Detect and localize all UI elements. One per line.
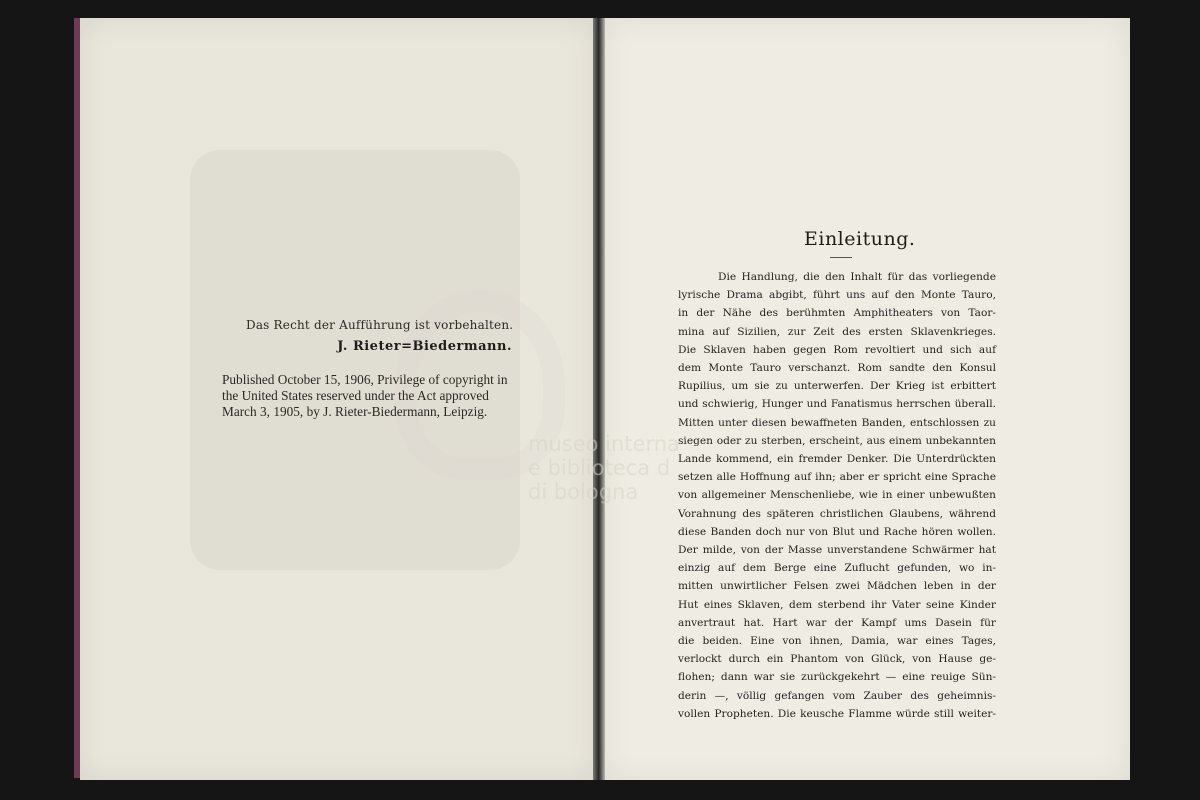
text-line: flohen; dann war sie zurückgekehrt — eine reuige Sün- [678,671,996,684]
text-line: einzig auf dem Berge eine Zuflucht gefunden, wo in- [678,562,996,575]
text-line: mitten unwirtlicher Felsen zwei Mädchen leben in der [678,580,996,593]
text-line: und schwierig, Hunger und Fanatismus herrschen überall. [678,398,996,411]
watermark-line: museo interna [528,432,680,456]
text-line: vollen Propheten. Die keusche Flamme würde still weiter- [678,707,996,720]
text-line: Mitten unter diesen bewaffneten Banden, entschlossen zu [678,416,996,429]
copyright-notice [222,372,512,420]
text-line: Lande kommend, ein fremder Denker. Die Unterdrückten [678,453,996,466]
book-gutter [593,18,605,780]
text-line: Der milde, von der Masse unverstandene Schwärmer hat [678,544,996,557]
text-line: Die Sklaven haben gegen Rom revoltiert und sich auf [678,343,996,356]
text-line: Hut eines Sklaven, dem sterbend ihr Vater seine Kinder [678,598,996,611]
copyright-line: Published October 15, 1906, Privilege of copyright in [222,372,508,387]
text-line: von allgemeiner Menschenliebe, wie in einer unbewußten [678,489,996,502]
text-line: verlockt durch ein Phantom von Glück, von Hause ge- [678,653,996,666]
text-line: Vorahnung des späteren christlichen Glaubens, während [678,507,996,520]
text-line: derin —, völlig gefangen vom Zauber des geheimnis- [678,689,996,702]
watermark-line: di bologna [528,480,639,504]
text-line: Rupilius, um sie zu unterwerfen. Der Krieg ist erbittert [678,380,996,393]
copyright-line: the United States reserved under the Act approved [222,388,489,403]
publisher-name: J. Rieter=Biedermann. [337,339,512,354]
text-line: lyrische Drama abgibt, führt uns auf den Monte Tauro, [678,289,996,302]
performance-rights-notice: Das Recht der Aufführung ist vorbehalten. [246,318,514,332]
text-line: dem Monte Tauro verschanzt. Rom sandte den Konsul [678,362,996,375]
text-line: setzen alle Hoffnung auf ihn; aber er spricht eine Sprache [678,471,996,484]
section-heading: Einleitung. [804,228,916,250]
introduction-text [678,268,996,723]
copyright-line: March 3, 1905, by J. Rieter-Biedermann, Leipzig. [222,404,488,419]
text-line: anvertraut hat. Hart war der Kampf ums Dasein für [678,616,996,629]
text-line: die beiden. Eine von ihnen, Damia, war eines Tages, [678,635,996,648]
text-line: diese Banden doch nur von Blut und Rache hören wollen. [678,525,996,538]
text-line: mina auf Sizilien, zur Zeit des ersten Sklavenkrieges. [678,325,996,338]
text-line: siegen oder zu sterben, erscheint, aus einem unbekannten [678,434,996,447]
text-line: in der Nähe des berühmten Amphitheaters von Taor- [678,307,996,320]
library-watermark [528,432,680,504]
heading-rule [830,257,852,258]
text-line: Die Handlung, die den Inhalt für das vorliegende [718,271,996,283]
watermark-line: e biblioteca d [528,456,671,480]
